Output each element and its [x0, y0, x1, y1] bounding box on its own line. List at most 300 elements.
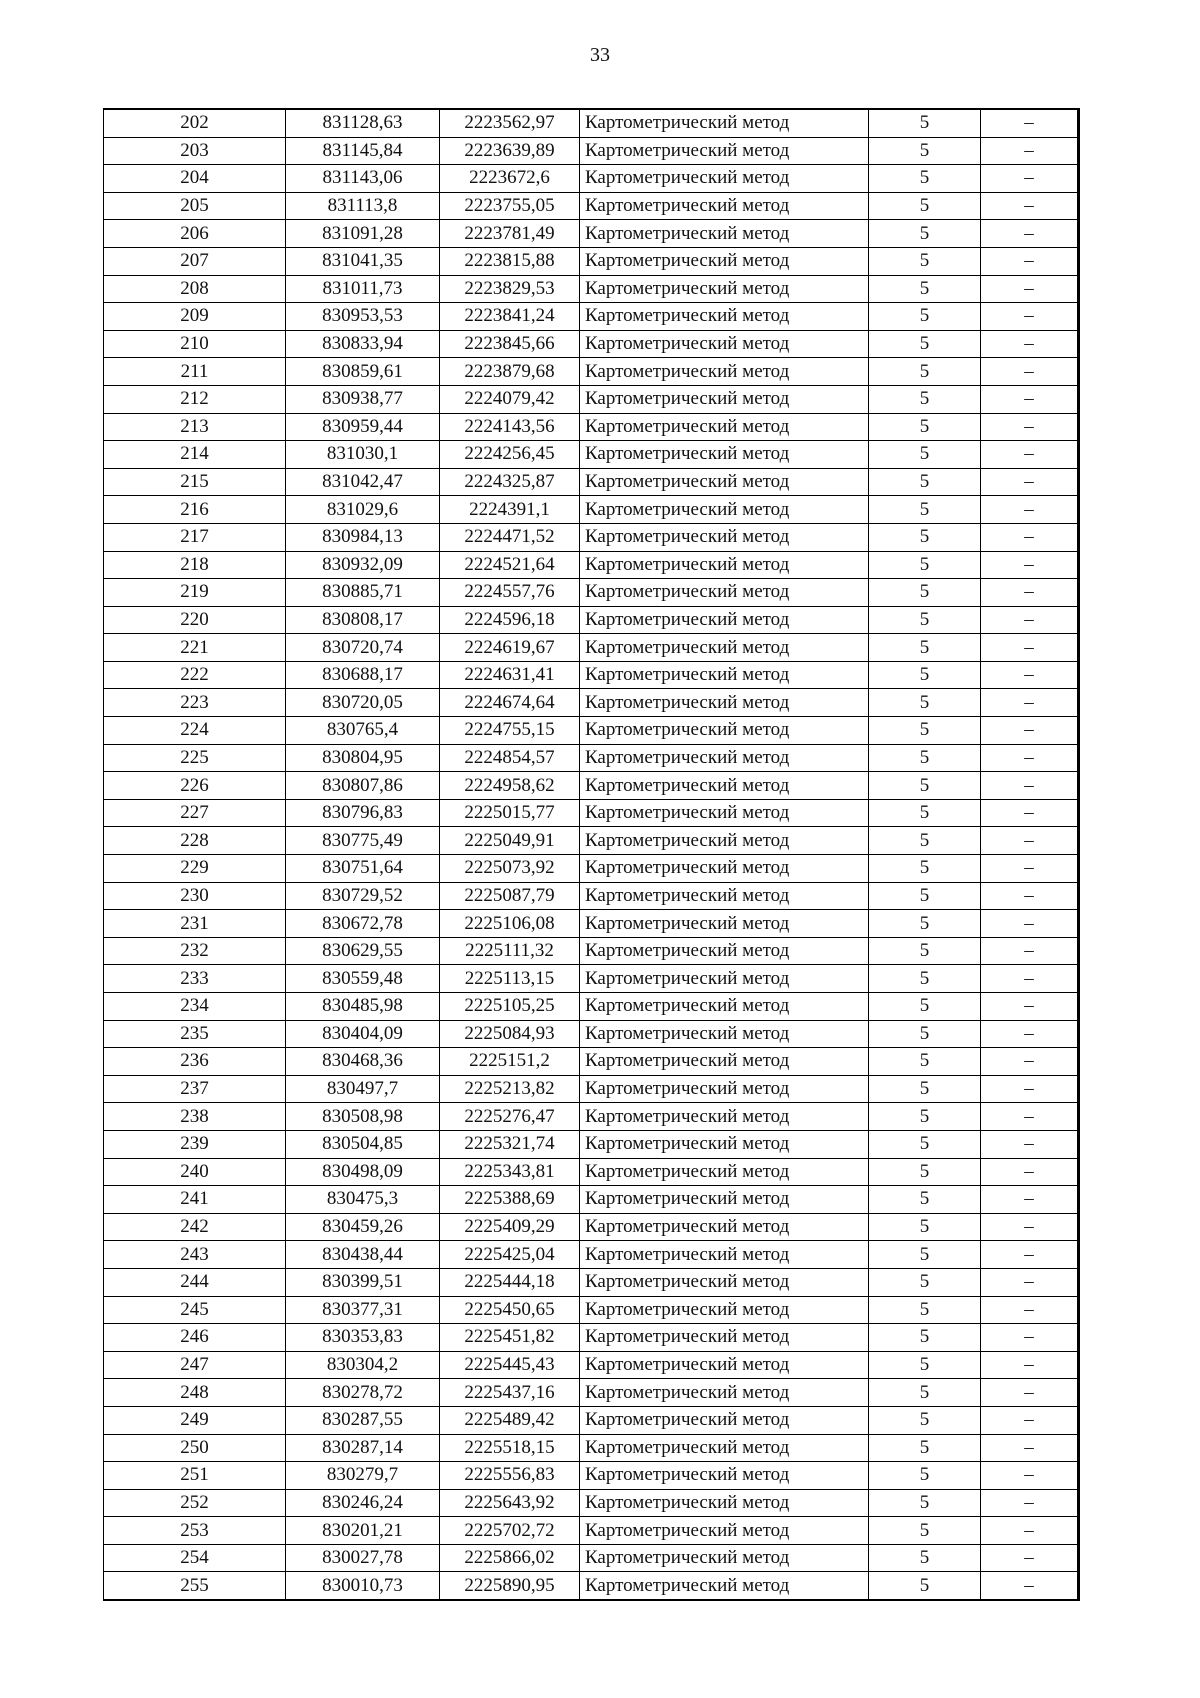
method-cell: Картометрический метод — [580, 523, 869, 551]
note-cell: – — [981, 799, 1079, 827]
y-coordinate-cell: 2225111,32 — [440, 937, 580, 965]
y-coordinate-cell: 2225113,15 — [440, 965, 580, 993]
point-number-cell: 202 — [104, 109, 286, 137]
x-coordinate-cell: 830353,83 — [286, 1324, 440, 1352]
method-cell: Картометрический метод — [580, 1379, 869, 1407]
coordinates-table-body — [104, 109, 1079, 1600]
note-cell: – — [981, 165, 1079, 193]
method-cell: Картометрический метод — [580, 1462, 869, 1490]
note-cell: – — [981, 1462, 1079, 1490]
accuracy-cell: 5 — [869, 579, 981, 607]
method-cell: Картометрический метод — [580, 1517, 869, 1545]
table-row — [104, 220, 1079, 248]
note-cell: – — [981, 1489, 1079, 1517]
method-cell: Картометрический метод — [580, 772, 869, 800]
table-row — [104, 1020, 1079, 1048]
table-row — [104, 137, 1079, 165]
y-coordinate-cell: 2225409,29 — [440, 1213, 580, 1241]
point-number-cell: 209 — [104, 303, 286, 331]
note-cell: – — [981, 468, 1079, 496]
x-coordinate-cell: 830775,49 — [286, 827, 440, 855]
note-cell: – — [981, 358, 1079, 386]
method-cell: Картометрический метод — [580, 1103, 869, 1131]
accuracy-cell: 5 — [869, 137, 981, 165]
method-cell: Картометрический метод — [580, 358, 869, 386]
method-cell: Картометрический метод — [580, 220, 869, 248]
accuracy-cell: 5 — [869, 1186, 981, 1214]
note-cell: – — [981, 275, 1079, 303]
point-number-cell: 225 — [104, 744, 286, 772]
y-coordinate-cell: 2224521,64 — [440, 551, 580, 579]
y-coordinate-cell: 2225518,15 — [440, 1434, 580, 1462]
point-number-cell: 226 — [104, 772, 286, 800]
point-number-cell: 239 — [104, 1130, 286, 1158]
point-number-cell: 231 — [104, 910, 286, 938]
x-coordinate-cell: 830808,17 — [286, 606, 440, 634]
note-cell: – — [981, 606, 1079, 634]
y-coordinate-cell: 2223845,66 — [440, 330, 580, 358]
point-number-cell: 230 — [104, 882, 286, 910]
method-cell: Картометрический метод — [580, 1544, 869, 1572]
accuracy-cell: 5 — [869, 1048, 981, 1076]
table-row — [104, 744, 1079, 772]
accuracy-cell: 5 — [869, 606, 981, 634]
table-row — [104, 109, 1079, 137]
note-cell: – — [981, 937, 1079, 965]
note-cell: – — [981, 1379, 1079, 1407]
note-cell: – — [981, 1434, 1079, 1462]
x-coordinate-cell: 830504,85 — [286, 1130, 440, 1158]
accuracy-cell: 5 — [869, 275, 981, 303]
point-number-cell: 238 — [104, 1103, 286, 1131]
method-cell: Картометрический метод — [580, 579, 869, 607]
x-coordinate-cell: 830498,09 — [286, 1158, 440, 1186]
x-coordinate-cell: 830438,44 — [286, 1241, 440, 1269]
x-coordinate-cell: 830959,44 — [286, 413, 440, 441]
y-coordinate-cell: 2225084,93 — [440, 1020, 580, 1048]
table-row — [104, 579, 1079, 607]
x-coordinate-cell: 830672,78 — [286, 910, 440, 938]
note-cell: – — [981, 993, 1079, 1021]
note-cell: – — [981, 220, 1079, 248]
y-coordinate-cell: 2225151,2 — [440, 1048, 580, 1076]
accuracy-cell: 5 — [869, 937, 981, 965]
table-row — [104, 827, 1079, 855]
note-cell: – — [981, 551, 1079, 579]
accuracy-cell: 5 — [869, 772, 981, 800]
accuracy-cell: 5 — [869, 1296, 981, 1324]
accuracy-cell: 5 — [869, 1379, 981, 1407]
y-coordinate-cell: 2223829,53 — [440, 275, 580, 303]
accuracy-cell: 5 — [869, 993, 981, 1021]
point-number-cell: 234 — [104, 993, 286, 1021]
y-coordinate-cell: 2225866,02 — [440, 1544, 580, 1572]
note-cell: – — [981, 523, 1079, 551]
y-coordinate-cell: 2223815,88 — [440, 247, 580, 275]
table-row — [104, 165, 1079, 193]
method-cell: Картометрический метод — [580, 385, 869, 413]
accuracy-cell: 5 — [869, 1434, 981, 1462]
x-coordinate-cell: 830027,78 — [286, 1544, 440, 1572]
method-cell: Картометрический метод — [580, 1020, 869, 1048]
table-row — [104, 192, 1079, 220]
table-row — [104, 661, 1079, 689]
method-cell: Картометрический метод — [580, 1075, 869, 1103]
y-coordinate-cell: 2224557,76 — [440, 579, 580, 607]
method-cell: Картометрический метод — [580, 1213, 869, 1241]
method-cell: Картометрический метод — [580, 1048, 869, 1076]
method-cell: Картометрический метод — [580, 744, 869, 772]
table-row — [104, 799, 1079, 827]
point-number-cell: 232 — [104, 937, 286, 965]
point-number-cell: 205 — [104, 192, 286, 220]
y-coordinate-cell: 2223755,05 — [440, 192, 580, 220]
table-row — [104, 330, 1079, 358]
table-row — [104, 910, 1079, 938]
method-cell: Картометрический метод — [580, 1406, 869, 1434]
note-cell: – — [981, 827, 1079, 855]
accuracy-cell: 5 — [869, 358, 981, 386]
accuracy-cell: 5 — [869, 717, 981, 745]
x-coordinate-cell: 830953,53 — [286, 303, 440, 331]
method-cell: Картометрический метод — [580, 1130, 869, 1158]
y-coordinate-cell: 2225425,04 — [440, 1241, 580, 1269]
y-coordinate-cell: 2225388,69 — [440, 1186, 580, 1214]
point-number-cell: 206 — [104, 220, 286, 248]
point-number-cell: 241 — [104, 1186, 286, 1214]
y-coordinate-cell: 2225073,92 — [440, 855, 580, 883]
table-row — [104, 1489, 1079, 1517]
note-cell: – — [981, 772, 1079, 800]
table-row — [104, 689, 1079, 717]
table-row — [104, 1406, 1079, 1434]
accuracy-cell: 5 — [869, 413, 981, 441]
point-number-cell: 220 — [104, 606, 286, 634]
note-cell: – — [981, 303, 1079, 331]
method-cell: Картометрический метод — [580, 1489, 869, 1517]
method-cell: Картометрический метод — [580, 1186, 869, 1214]
accuracy-cell: 5 — [869, 468, 981, 496]
point-number-cell: 208 — [104, 275, 286, 303]
note-cell: – — [981, 965, 1079, 993]
point-number-cell: 216 — [104, 496, 286, 524]
point-number-cell: 215 — [104, 468, 286, 496]
y-coordinate-cell: 2225049,91 — [440, 827, 580, 855]
accuracy-cell: 5 — [869, 192, 981, 220]
point-number-cell: 222 — [104, 661, 286, 689]
point-number-cell: 246 — [104, 1324, 286, 1352]
note-cell: – — [981, 1572, 1079, 1600]
method-cell: Картометрический метод — [580, 1572, 869, 1600]
method-cell: Картометрический метод — [580, 1434, 869, 1462]
table-row — [104, 855, 1079, 883]
x-coordinate-cell: 830807,86 — [286, 772, 440, 800]
accuracy-cell: 5 — [869, 109, 981, 137]
accuracy-cell: 5 — [869, 1324, 981, 1352]
note-cell: – — [981, 717, 1079, 745]
method-cell: Картометрический метод — [580, 937, 869, 965]
x-coordinate-cell: 830468,36 — [286, 1048, 440, 1076]
y-coordinate-cell: 2225276,47 — [440, 1103, 580, 1131]
table-row — [104, 1434, 1079, 1462]
point-number-cell: 251 — [104, 1462, 286, 1490]
x-coordinate-cell: 830279,7 — [286, 1462, 440, 1490]
table-row — [104, 496, 1079, 524]
point-number-cell: 221 — [104, 634, 286, 662]
y-coordinate-cell: 2224619,67 — [440, 634, 580, 662]
method-cell: Картометрический метод — [580, 441, 869, 469]
y-coordinate-cell: 2223879,68 — [440, 358, 580, 386]
accuracy-cell: 5 — [869, 855, 981, 883]
point-number-cell: 235 — [104, 1020, 286, 1048]
y-coordinate-cell: 2225445,43 — [440, 1351, 580, 1379]
accuracy-cell: 5 — [869, 1544, 981, 1572]
accuracy-cell: 5 — [869, 634, 981, 662]
point-number-cell: 247 — [104, 1351, 286, 1379]
y-coordinate-cell: 2224391,1 — [440, 496, 580, 524]
table-row — [104, 634, 1079, 662]
y-coordinate-cell: 2224596,18 — [440, 606, 580, 634]
accuracy-cell: 5 — [869, 1241, 981, 1269]
x-coordinate-cell: 830629,55 — [286, 937, 440, 965]
point-number-cell: 237 — [104, 1075, 286, 1103]
x-coordinate-cell: 831030,1 — [286, 441, 440, 469]
method-cell: Картометрический метод — [580, 993, 869, 1021]
accuracy-cell: 5 — [869, 303, 981, 331]
x-coordinate-cell: 831145,84 — [286, 137, 440, 165]
accuracy-cell: 5 — [869, 910, 981, 938]
accuracy-cell: 5 — [869, 385, 981, 413]
x-coordinate-cell: 830404,09 — [286, 1020, 440, 1048]
y-coordinate-cell: 2225450,65 — [440, 1296, 580, 1324]
table-row — [104, 1213, 1079, 1241]
method-cell: Картометрический метод — [580, 1268, 869, 1296]
accuracy-cell: 5 — [869, 1103, 981, 1131]
method-cell: Картометрический метод — [580, 551, 869, 579]
point-number-cell: 207 — [104, 247, 286, 275]
y-coordinate-cell: 2225343,81 — [440, 1158, 580, 1186]
y-coordinate-cell: 2225489,42 — [440, 1406, 580, 1434]
x-coordinate-cell: 830796,83 — [286, 799, 440, 827]
x-coordinate-cell: 830729,52 — [286, 882, 440, 910]
point-number-cell: 213 — [104, 413, 286, 441]
accuracy-cell: 5 — [869, 1351, 981, 1379]
note-cell: – — [981, 413, 1079, 441]
method-cell: Картометрический метод — [580, 882, 869, 910]
accuracy-cell: 5 — [869, 799, 981, 827]
method-cell: Картометрический метод — [580, 965, 869, 993]
accuracy-cell: 5 — [869, 551, 981, 579]
note-cell: – — [981, 496, 1079, 524]
y-coordinate-cell: 2224854,57 — [440, 744, 580, 772]
point-number-cell: 214 — [104, 441, 286, 469]
table-row — [104, 385, 1079, 413]
point-number-cell: 218 — [104, 551, 286, 579]
table-row — [104, 1324, 1079, 1352]
y-coordinate-cell: 2225890,95 — [440, 1572, 580, 1600]
point-number-cell: 212 — [104, 385, 286, 413]
y-coordinate-cell: 2223841,24 — [440, 303, 580, 331]
note-cell: – — [981, 1268, 1079, 1296]
coordinates-table — [103, 108, 1080, 1601]
note-cell: – — [981, 1213, 1079, 1241]
accuracy-cell: 5 — [869, 1075, 981, 1103]
accuracy-cell: 5 — [869, 523, 981, 551]
table-row — [104, 1462, 1079, 1490]
table-row — [104, 717, 1079, 745]
x-coordinate-cell: 830201,21 — [286, 1517, 440, 1545]
point-number-cell: 253 — [104, 1517, 286, 1545]
table-row — [104, 413, 1079, 441]
x-coordinate-cell: 831091,28 — [286, 220, 440, 248]
x-coordinate-cell: 830497,7 — [286, 1075, 440, 1103]
method-cell: Картометрический метод — [580, 247, 869, 275]
accuracy-cell: 5 — [869, 661, 981, 689]
note-cell: – — [981, 579, 1079, 607]
note-cell: – — [981, 109, 1079, 137]
method-cell: Картометрический метод — [580, 827, 869, 855]
point-number-cell: 203 — [104, 137, 286, 165]
note-cell: – — [981, 1351, 1079, 1379]
y-coordinate-cell: 2224958,62 — [440, 772, 580, 800]
point-number-cell: 210 — [104, 330, 286, 358]
x-coordinate-cell: 830559,48 — [286, 965, 440, 993]
accuracy-cell: 5 — [869, 330, 981, 358]
x-coordinate-cell: 830984,13 — [286, 523, 440, 551]
note-cell: – — [981, 1324, 1079, 1352]
method-cell: Картометрический метод — [580, 910, 869, 938]
x-coordinate-cell: 831128,63 — [286, 109, 440, 137]
x-coordinate-cell: 830804,95 — [286, 744, 440, 772]
y-coordinate-cell: 2224079,42 — [440, 385, 580, 413]
point-number-cell: 249 — [104, 1406, 286, 1434]
y-coordinate-cell: 2223639,89 — [440, 137, 580, 165]
table-row — [104, 1186, 1079, 1214]
note-cell: – — [981, 1544, 1079, 1572]
point-number-cell: 224 — [104, 717, 286, 745]
x-coordinate-cell: 830485,98 — [286, 993, 440, 1021]
point-number-cell: 250 — [104, 1434, 286, 1462]
accuracy-cell: 5 — [869, 1130, 981, 1158]
point-number-cell: 252 — [104, 1489, 286, 1517]
point-number-cell: 233 — [104, 965, 286, 993]
y-coordinate-cell: 2225451,82 — [440, 1324, 580, 1352]
note-cell: – — [981, 1075, 1079, 1103]
note-cell: – — [981, 855, 1079, 883]
y-coordinate-cell: 2224256,45 — [440, 441, 580, 469]
accuracy-cell: 5 — [869, 220, 981, 248]
method-cell: Картометрический метод — [580, 661, 869, 689]
note-cell: – — [981, 385, 1079, 413]
x-coordinate-cell: 831029,6 — [286, 496, 440, 524]
x-coordinate-cell: 830304,2 — [286, 1351, 440, 1379]
table-row — [104, 993, 1079, 1021]
x-coordinate-cell: 830720,74 — [286, 634, 440, 662]
table-row — [104, 965, 1079, 993]
accuracy-cell: 5 — [869, 1406, 981, 1434]
accuracy-cell: 5 — [869, 1462, 981, 1490]
note-cell: – — [981, 1158, 1079, 1186]
x-coordinate-cell: 831113,8 — [286, 192, 440, 220]
note-cell: – — [981, 1048, 1079, 1076]
x-coordinate-cell: 830010,73 — [286, 1572, 440, 1600]
method-cell: Картометрический метод — [580, 137, 869, 165]
table-row — [104, 1544, 1079, 1572]
table-row — [104, 1268, 1079, 1296]
accuracy-cell: 5 — [869, 247, 981, 275]
point-number-cell: 248 — [104, 1379, 286, 1407]
table-row — [104, 441, 1079, 469]
note-cell: – — [981, 330, 1079, 358]
table-row — [104, 468, 1079, 496]
method-cell: Картометрический метод — [580, 717, 869, 745]
point-number-cell: 244 — [104, 1268, 286, 1296]
table-row — [104, 882, 1079, 910]
x-coordinate-cell: 830246,24 — [286, 1489, 440, 1517]
note-cell: – — [981, 882, 1079, 910]
point-number-cell: 245 — [104, 1296, 286, 1324]
method-cell: Картометрический метод — [580, 1296, 869, 1324]
x-coordinate-cell: 830932,09 — [286, 551, 440, 579]
accuracy-cell: 5 — [869, 689, 981, 717]
y-coordinate-cell: 2225321,74 — [440, 1130, 580, 1158]
note-cell: – — [981, 137, 1079, 165]
x-coordinate-cell: 830287,55 — [286, 1406, 440, 1434]
note-cell: – — [981, 744, 1079, 772]
point-number-cell: 217 — [104, 523, 286, 551]
y-coordinate-cell: 2225556,83 — [440, 1462, 580, 1490]
method-cell: Картометрический метод — [580, 275, 869, 303]
accuracy-cell: 5 — [869, 1572, 981, 1600]
method-cell: Картометрический метод — [580, 303, 869, 331]
y-coordinate-cell: 2224325,87 — [440, 468, 580, 496]
accuracy-cell: 5 — [869, 882, 981, 910]
table-row — [104, 247, 1079, 275]
x-coordinate-cell: 830278,72 — [286, 1379, 440, 1407]
x-coordinate-cell: 830287,14 — [286, 1434, 440, 1462]
table-row — [104, 1241, 1079, 1269]
note-cell: – — [981, 1103, 1079, 1131]
note-cell: – — [981, 689, 1079, 717]
table-row — [104, 1296, 1079, 1324]
accuracy-cell: 5 — [869, 496, 981, 524]
method-cell: Картометрический метод — [580, 855, 869, 883]
method-cell: Картометрический метод — [580, 109, 869, 137]
point-number-cell: 227 — [104, 799, 286, 827]
x-coordinate-cell: 830765,4 — [286, 717, 440, 745]
y-coordinate-cell: 2225213,82 — [440, 1075, 580, 1103]
method-cell: Картометрический метод — [580, 1324, 869, 1352]
point-number-cell: 228 — [104, 827, 286, 855]
x-coordinate-cell: 831041,35 — [286, 247, 440, 275]
point-number-cell: 229 — [104, 855, 286, 883]
y-coordinate-cell: 2225643,92 — [440, 1489, 580, 1517]
x-coordinate-cell: 831143,06 — [286, 165, 440, 193]
table-row — [104, 1517, 1079, 1545]
table-row — [104, 523, 1079, 551]
x-coordinate-cell: 830688,17 — [286, 661, 440, 689]
y-coordinate-cell: 2225105,25 — [440, 993, 580, 1021]
x-coordinate-cell: 830377,31 — [286, 1296, 440, 1324]
point-number-cell: 255 — [104, 1572, 286, 1600]
table-row — [104, 606, 1079, 634]
point-number-cell: 219 — [104, 579, 286, 607]
x-coordinate-cell: 830938,77 — [286, 385, 440, 413]
y-coordinate-cell: 2225444,18 — [440, 1268, 580, 1296]
method-cell: Картометрический метод — [580, 634, 869, 662]
note-cell: – — [981, 661, 1079, 689]
x-coordinate-cell: 830508,98 — [286, 1103, 440, 1131]
